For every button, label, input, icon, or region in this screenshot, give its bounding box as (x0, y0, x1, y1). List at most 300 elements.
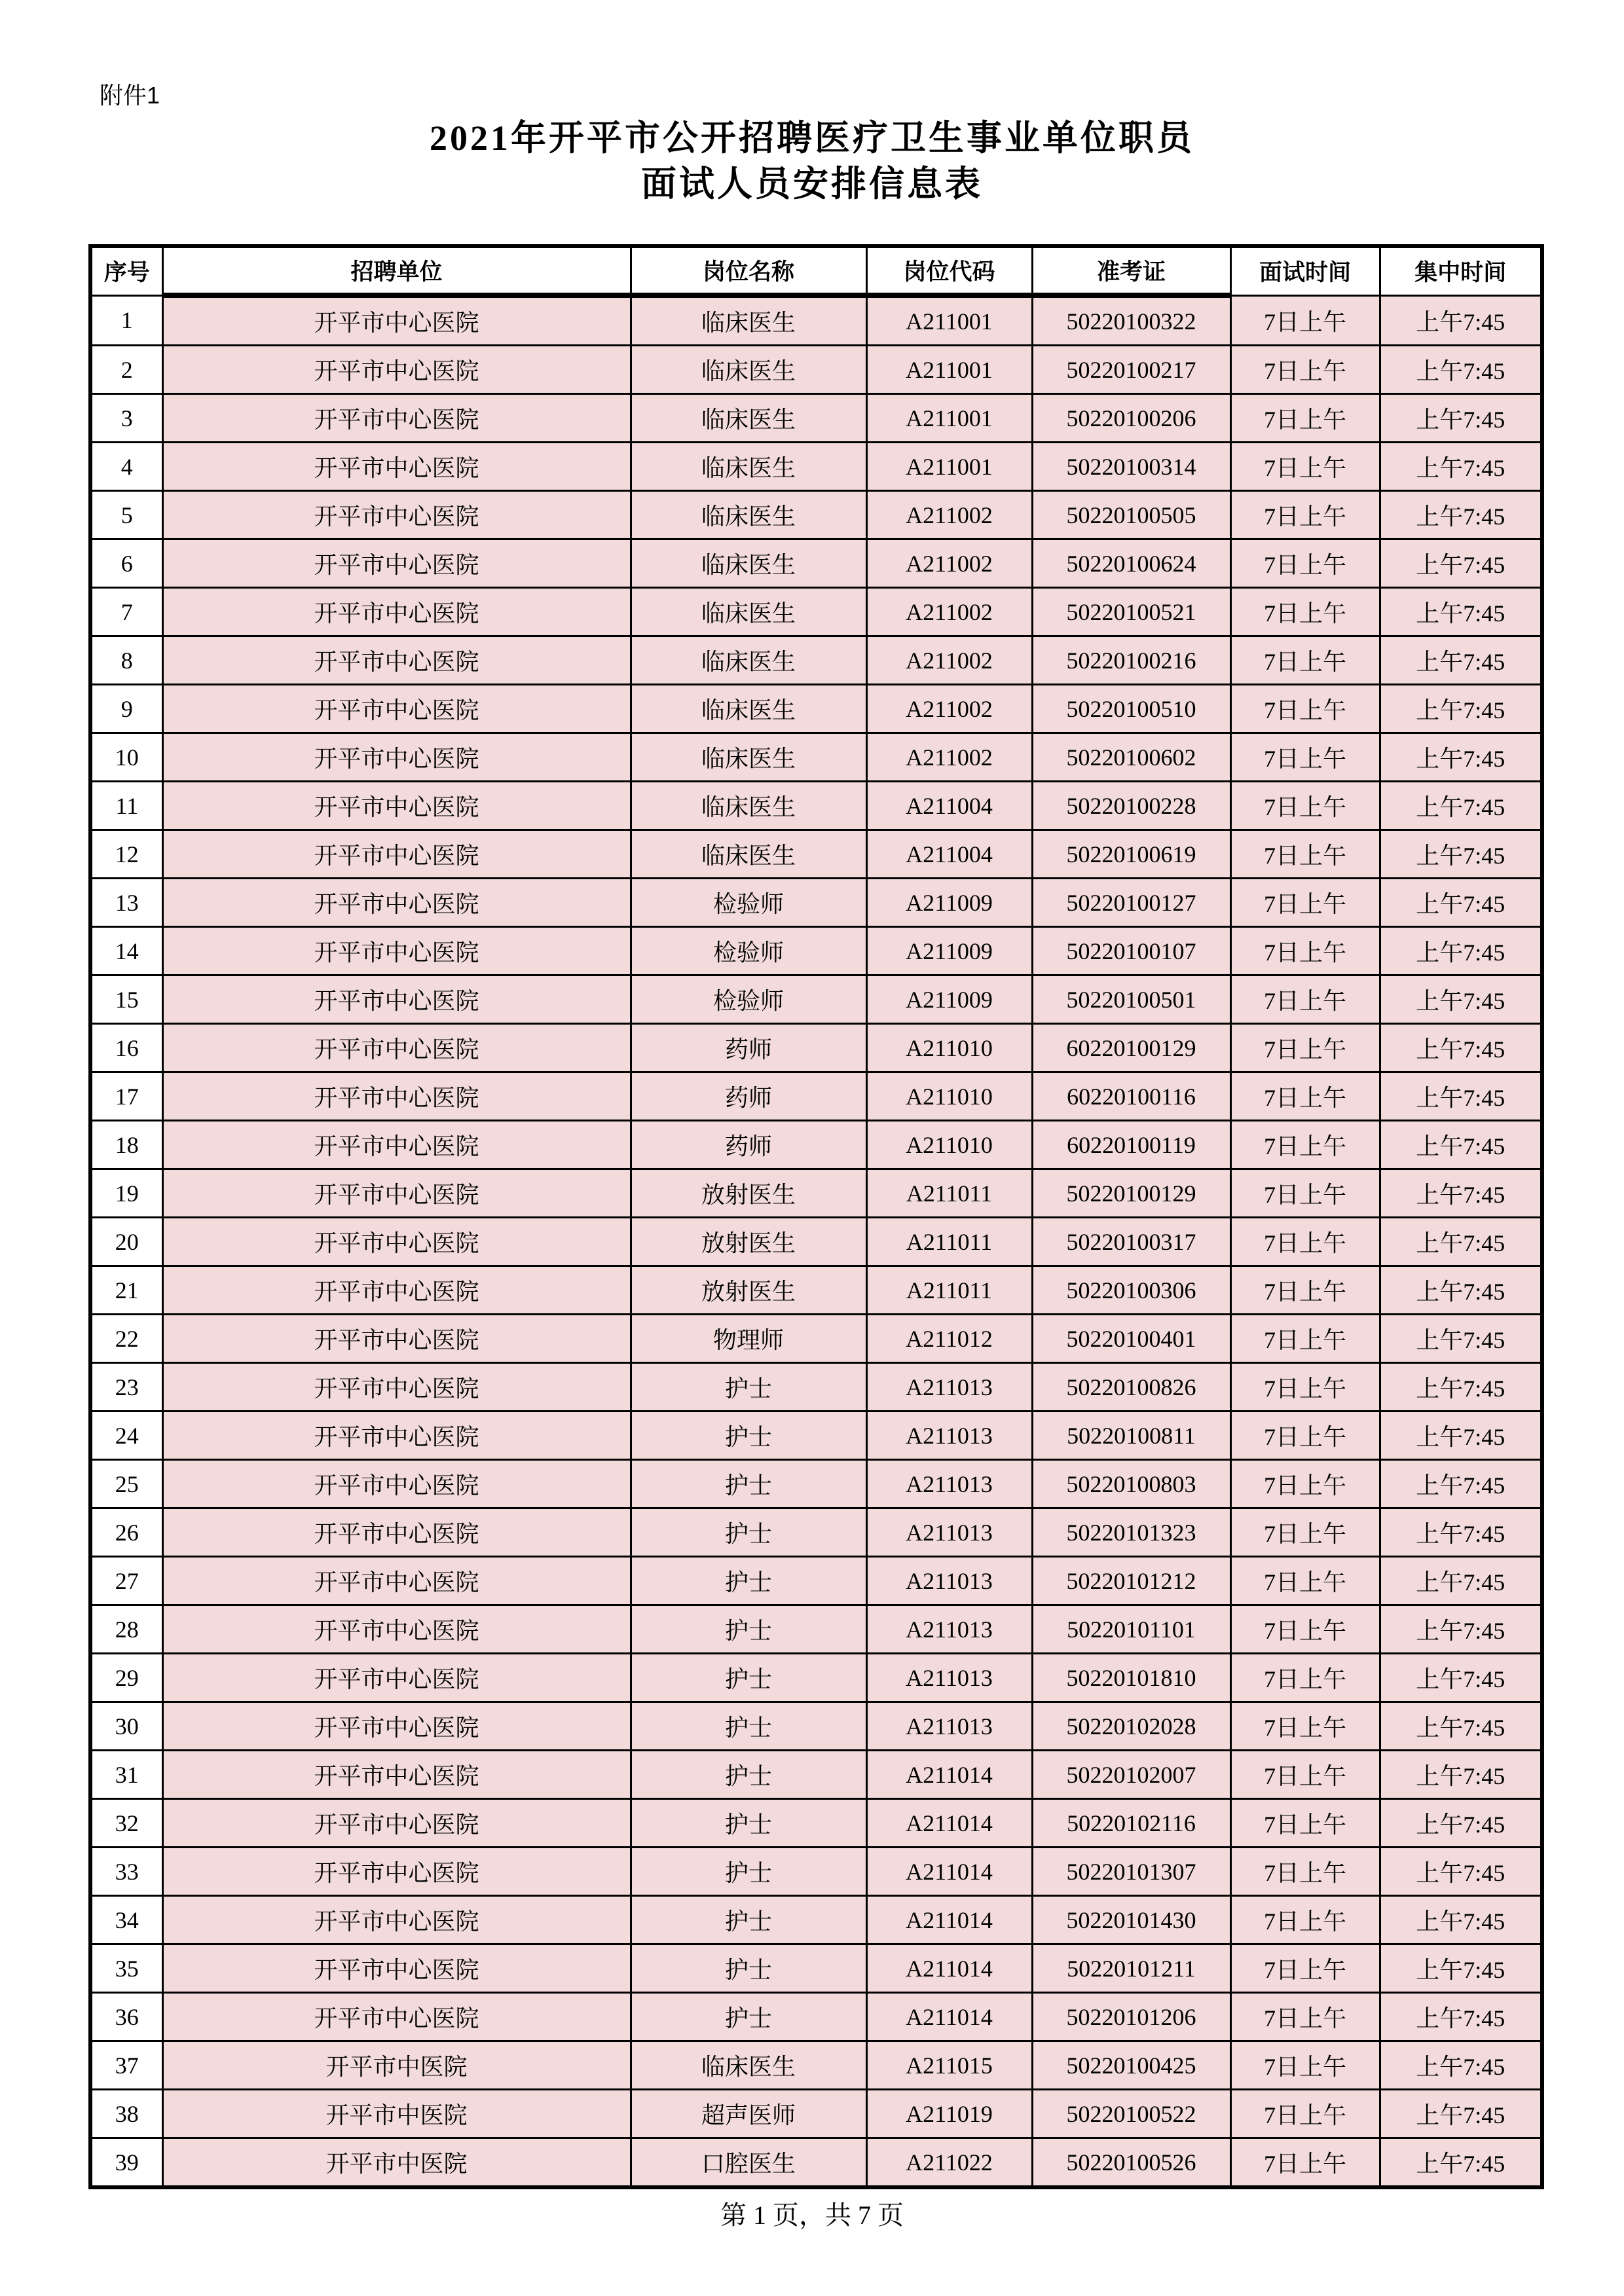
table-row (90, 1169, 1542, 1218)
column-header-2: 招聘单位 (162, 246, 631, 295)
column-header-3: 岗位名称 (631, 246, 866, 295)
table-cell: 19 (90, 1169, 162, 1218)
column-header-1: 序号 (90, 246, 162, 295)
table-cell: 上午7:45 (1380, 1412, 1542, 1460)
table-cell: 50220100206 (1032, 394, 1230, 443)
table-cell: 60220100119 (1032, 1121, 1230, 1169)
table-row (90, 1072, 1542, 1121)
table-cell: 15 (90, 975, 162, 1024)
table-cell: A211002 (866, 588, 1032, 636)
table-cell: 上午7:45 (1380, 1848, 1542, 1896)
table-cell: 开平市中心医院 (162, 1848, 631, 1896)
table-cell: 检验师 (631, 879, 866, 927)
table-cell: 护士 (631, 1993, 866, 2041)
table-cell: 2 (90, 346, 162, 394)
table-cell: 开平市中医院 (162, 2041, 631, 2090)
table-cell: 50220100602 (1032, 733, 1230, 782)
table-row (90, 2090, 1542, 2138)
table-row (90, 346, 1542, 394)
table-row (90, 1557, 1542, 1605)
table-cell: 开平市中心医院 (162, 685, 631, 733)
table-cell: 上午7:45 (1380, 782, 1542, 830)
table-row (90, 1315, 1542, 1363)
table-cell: 7日上午 (1230, 394, 1380, 443)
table-cell: A211013 (866, 1412, 1032, 1460)
table-cell: 开平市中心医院 (162, 588, 631, 636)
table-cell: 开平市中心医院 (162, 1993, 631, 2041)
table-header-row (90, 246, 1542, 295)
table-cell: 护士 (631, 1944, 866, 1993)
table-cell: 药师 (631, 1121, 866, 1169)
table-cell: 上午7:45 (1380, 295, 1542, 346)
interview-schedule-table (88, 244, 1544, 2189)
column-header-6: 面试时间 (1230, 246, 1380, 295)
table-cell: 开平市中心医院 (162, 1508, 631, 1557)
table-row (90, 1508, 1542, 1557)
table-cell: 50220100129 (1032, 1169, 1230, 1218)
table-body (90, 295, 1542, 2187)
table-cell: A211015 (866, 2041, 1032, 2090)
table-cell: 开平市中心医院 (162, 927, 631, 975)
table-cell: 上午7:45 (1380, 1024, 1542, 1072)
table-cell: 临床医生 (631, 346, 866, 394)
table-cell: 开平市中心医院 (162, 1412, 631, 1460)
table-cell: 50220100826 (1032, 1363, 1230, 1412)
table-row (90, 1605, 1542, 1654)
page-title-line2: 面试人员安排信息表 (641, 164, 983, 204)
table-cell: 50220100127 (1032, 879, 1230, 927)
table-cell: A211013 (866, 1605, 1032, 1654)
table-cell: 50220100314 (1032, 443, 1230, 491)
table-cell: 50220100510 (1032, 685, 1230, 733)
table-cell: 7日上午 (1230, 1363, 1380, 1412)
table-cell: 护士 (631, 1702, 866, 1751)
table-cell: 50220100521 (1032, 588, 1230, 636)
table-cell: 开平市中心医院 (162, 1169, 631, 1218)
table-row (90, 1702, 1542, 1751)
table-cell: 7日上午 (1230, 1605, 1380, 1654)
table-row (90, 1654, 1542, 1702)
table-cell: 60220100116 (1032, 1072, 1230, 1121)
table-cell: A211009 (866, 927, 1032, 975)
table-cell: 上午7:45 (1380, 1266, 1542, 1315)
table-cell: 50220101307 (1032, 1848, 1230, 1896)
table-row (90, 443, 1542, 491)
table-cell: 上午7:45 (1380, 1072, 1542, 1121)
table-cell: 口腔医生 (631, 2138, 866, 2188)
table-cell: 3 (90, 394, 162, 443)
table-cell: 26 (90, 1508, 162, 1557)
table-cell: 7日上午 (1230, 1072, 1380, 1121)
table-cell: 上午7:45 (1380, 1315, 1542, 1363)
table-cell: 开平市中心医院 (162, 1896, 631, 1944)
table-cell: 11 (90, 782, 162, 830)
table-cell: 检验师 (631, 927, 866, 975)
table-cell: A211014 (866, 1993, 1032, 2041)
table-cell: A211011 (866, 1266, 1032, 1315)
table-cell: 7日上午 (1230, 1654, 1380, 1702)
table-cell: 7日上午 (1230, 1896, 1380, 1944)
table-cell: 50220100107 (1032, 927, 1230, 975)
column-header-4: 岗位代码 (866, 246, 1032, 295)
table-cell: 20 (90, 1218, 162, 1266)
table-cell: A211002 (866, 636, 1032, 685)
table-cell: 上午7:45 (1380, 1993, 1542, 2041)
table-cell: 7日上午 (1230, 2090, 1380, 2138)
table-cell: 8 (90, 636, 162, 685)
table-cell: 临床医生 (631, 636, 866, 685)
table-cell: 开平市中心医院 (162, 830, 631, 879)
table-cell: 7日上午 (1230, 2041, 1380, 2090)
table-cell: A211014 (866, 1944, 1032, 1993)
table-cell: 药师 (631, 1024, 866, 1072)
table-cell: 上午7:45 (1380, 346, 1542, 394)
table-cell: 27 (90, 1557, 162, 1605)
table-cell: 50220100811 (1032, 1412, 1230, 1460)
table-cell: 上午7:45 (1380, 1605, 1542, 1654)
table-cell: 上午7:45 (1380, 685, 1542, 733)
table-cell: A211001 (866, 443, 1032, 491)
table-cell: 开平市中心医院 (162, 1944, 631, 1993)
table-cell: 上午7:45 (1380, 1654, 1542, 1702)
table-cell: 开平市中心医院 (162, 1121, 631, 1169)
table-cell: 临床医生 (631, 733, 866, 782)
table-cell: 上午7:45 (1380, 1751, 1542, 1799)
column-header-5: 准考证 (1032, 246, 1230, 295)
table-cell: 护士 (631, 1896, 866, 1944)
table-row (90, 1848, 1542, 1896)
table-cell: 7日上午 (1230, 346, 1380, 394)
table-cell: 9 (90, 685, 162, 733)
table-cell: 药师 (631, 1072, 866, 1121)
table-cell: 50220100505 (1032, 491, 1230, 539)
table-cell: 上午7:45 (1380, 636, 1542, 685)
table-cell: 6 (90, 539, 162, 588)
table-cell: 7日上午 (1230, 1848, 1380, 1896)
table-cell: 上午7:45 (1380, 879, 1542, 927)
table-cell: 36 (90, 1993, 162, 2041)
table-cell: 7日上午 (1230, 491, 1380, 539)
table-cell: 临床医生 (631, 782, 866, 830)
table-row (90, 1266, 1542, 1315)
table-cell: 7日上午 (1230, 1315, 1380, 1363)
table-cell: 1 (90, 295, 162, 346)
table-cell: 50220101430 (1032, 1896, 1230, 1944)
table-cell: 上午7:45 (1380, 539, 1542, 588)
table-cell: 7日上午 (1230, 1508, 1380, 1557)
table-cell: 5 (90, 491, 162, 539)
table-cell: A211004 (866, 782, 1032, 830)
table-cell: A211013 (866, 1557, 1032, 1605)
table-cell: 39 (90, 2138, 162, 2188)
table-cell: 上午7:45 (1380, 491, 1542, 539)
table-cell: 7日上午 (1230, 443, 1380, 491)
table-cell: 7日上午 (1230, 1169, 1380, 1218)
table-cell: 50220101206 (1032, 1993, 1230, 2041)
table-cell: 护士 (631, 1799, 866, 1848)
table-cell: 临床医生 (631, 539, 866, 588)
table-cell: A211009 (866, 879, 1032, 927)
table-cell: 7日上午 (1230, 1460, 1380, 1508)
table-cell: 7日上午 (1230, 1751, 1380, 1799)
table-cell: 7日上午 (1230, 295, 1380, 346)
table-row (90, 1363, 1542, 1412)
table-cell: 50220100803 (1032, 1460, 1230, 1508)
table-cell: 23 (90, 1363, 162, 1412)
page-title-line1: 2021年开平市公开招聘医疗卫生事业单位职员 (430, 118, 1194, 158)
table-cell: 护士 (631, 1508, 866, 1557)
table-cell: A211013 (866, 1654, 1032, 1702)
table-row (90, 1799, 1542, 1848)
table-cell: 7日上午 (1230, 636, 1380, 685)
table-cell: 7日上午 (1230, 879, 1380, 927)
table-cell: 上午7:45 (1380, 927, 1542, 975)
table-cell: 开平市中心医院 (162, 1654, 631, 1702)
table-row (90, 782, 1542, 830)
table-cell: A211010 (866, 1072, 1032, 1121)
table-cell: 临床医生 (631, 2041, 866, 2090)
table-cell: 37 (90, 2041, 162, 2090)
table-cell: A211011 (866, 1218, 1032, 1266)
table-cell: 上午7:45 (1380, 830, 1542, 879)
table-row (90, 1218, 1542, 1266)
table-cell: A211013 (866, 1508, 1032, 1557)
table-cell: A211009 (866, 975, 1032, 1024)
table-cell: 开平市中心医院 (162, 782, 631, 830)
table-cell: A211011 (866, 1169, 1032, 1218)
table-cell: 上午7:45 (1380, 1460, 1542, 1508)
table-cell: 开平市中心医院 (162, 1799, 631, 1848)
table-cell: 12 (90, 830, 162, 879)
table-cell: 开平市中心医院 (162, 1751, 631, 1799)
page-title (0, 115, 1624, 207)
table-cell: 临床医生 (631, 685, 866, 733)
table-row (90, 1896, 1542, 1944)
table-cell: 临床医生 (631, 491, 866, 539)
table-cell: 50220101810 (1032, 1654, 1230, 1702)
table-cell: 上午7:45 (1380, 1799, 1542, 1848)
table-cell: 上午7:45 (1380, 1702, 1542, 1751)
table-cell: 4 (90, 443, 162, 491)
table-cell: 开平市中心医院 (162, 1460, 631, 1508)
table-cell: 护士 (631, 1605, 866, 1654)
table-cell: A211014 (866, 1848, 1032, 1896)
table-cell: 上午7:45 (1380, 1363, 1542, 1412)
table-cell: 检验师 (631, 975, 866, 1024)
table-cell: 上午7:45 (1380, 733, 1542, 782)
table-row (90, 879, 1542, 927)
table-cell: 7日上午 (1230, 1702, 1380, 1751)
table-row (90, 830, 1542, 879)
table-cell: 50220100425 (1032, 2041, 1230, 2090)
table-cell: 上午7:45 (1380, 1557, 1542, 1605)
table-row (90, 1751, 1542, 1799)
table-cell: A211010 (866, 1024, 1032, 1072)
table-cell: 放射医生 (631, 1169, 866, 1218)
table-row (90, 733, 1542, 782)
table-cell: 护士 (631, 1460, 866, 1508)
table-cell: 34 (90, 1896, 162, 1944)
table-cell: 放射医生 (631, 1218, 866, 1266)
table-cell: A211014 (866, 1751, 1032, 1799)
table-row (90, 1944, 1542, 1993)
table-cell: 18 (90, 1121, 162, 1169)
table-cell: 放射医生 (631, 1266, 866, 1315)
table-cell: 开平市中心医院 (162, 1363, 631, 1412)
table-cell: A211014 (866, 1896, 1032, 1944)
table-cell: 上午7:45 (1380, 1896, 1542, 1944)
table-cell: 护士 (631, 1363, 866, 1412)
table-cell: 开平市中心医院 (162, 975, 631, 1024)
table-cell: 开平市中心医院 (162, 1557, 631, 1605)
table-cell: 开平市中心医院 (162, 1315, 631, 1363)
table-cell: 50220100619 (1032, 830, 1230, 879)
table-cell: 50220100217 (1032, 346, 1230, 394)
table-cell: 7日上午 (1230, 1412, 1380, 1460)
table-cell: 7 (90, 588, 162, 636)
table-cell: 22 (90, 1315, 162, 1363)
table-cell: 开平市中心医院 (162, 295, 631, 346)
table-cell: 7日上午 (1230, 2138, 1380, 2188)
table-cell: 开平市中心医院 (162, 733, 631, 782)
table-cell: 50220102116 (1032, 1799, 1230, 1848)
table-cell: 50220100501 (1032, 975, 1230, 1024)
table-row (90, 1121, 1542, 1169)
table-cell: 开平市中心医院 (162, 491, 631, 539)
table-cell: A211002 (866, 539, 1032, 588)
table-cell: 上午7:45 (1380, 2138, 1542, 2188)
table-row (90, 927, 1542, 975)
table-cell: 护士 (631, 1848, 866, 1896)
table-cell: 开平市中心医院 (162, 1072, 631, 1121)
table-cell: 38 (90, 2090, 162, 2138)
table-cell: 7日上午 (1230, 975, 1380, 1024)
table-row (90, 636, 1542, 685)
table-cell: 上午7:45 (1380, 2090, 1542, 2138)
table-cell: 7日上午 (1230, 539, 1380, 588)
table-row (90, 295, 1542, 346)
table-cell: 开平市中心医院 (162, 539, 631, 588)
table-cell: 临床医生 (631, 443, 866, 491)
table-cell: 50220101323 (1032, 1508, 1230, 1557)
table-cell: 13 (90, 879, 162, 927)
table-row (90, 394, 1542, 443)
table-cell: 7日上午 (1230, 685, 1380, 733)
table-cell: 29 (90, 1654, 162, 1702)
table-cell: A211004 (866, 830, 1032, 879)
table-row (90, 685, 1542, 733)
table-cell: 50220100216 (1032, 636, 1230, 685)
table-cell: 7日上午 (1230, 1218, 1380, 1266)
table-row (90, 975, 1542, 1024)
table-cell: 7日上午 (1230, 1993, 1380, 2041)
table-cell: 50220102007 (1032, 1751, 1230, 1799)
table-row (90, 2138, 1542, 2188)
table-cell: 开平市中心医院 (162, 1702, 631, 1751)
table-cell: 28 (90, 1605, 162, 1654)
table-cell: 21 (90, 1266, 162, 1315)
table-cell: 护士 (631, 1557, 866, 1605)
table-cell: 30 (90, 1702, 162, 1751)
table-row (90, 539, 1542, 588)
table-cell: A211013 (866, 1363, 1032, 1412)
table-cell: 开平市中心医院 (162, 346, 631, 394)
table-cell: A211002 (866, 733, 1032, 782)
table-cell: 7日上午 (1230, 1266, 1380, 1315)
table-cell: A211001 (866, 346, 1032, 394)
table-cell: A211010 (866, 1121, 1032, 1169)
table-cell: 14 (90, 927, 162, 975)
table-cell: 33 (90, 1848, 162, 1896)
table-cell: 60220100129 (1032, 1024, 1230, 1072)
table-cell: 上午7:45 (1380, 443, 1542, 491)
table-cell: 超声医师 (631, 2090, 866, 2138)
table-cell: 50220100228 (1032, 782, 1230, 830)
table-cell: 上午7:45 (1380, 2041, 1542, 2090)
table-cell: 开平市中心医院 (162, 1266, 631, 1315)
table-cell: 开平市中心医院 (162, 394, 631, 443)
table-row (90, 2041, 1542, 2090)
table-cell: 开平市中心医院 (162, 636, 631, 685)
table-cell: 护士 (631, 1412, 866, 1460)
table-cell: 开平市中心医院 (162, 443, 631, 491)
table-cell: 7日上午 (1230, 1024, 1380, 1072)
table-cell: 32 (90, 1799, 162, 1848)
table-cell: 7日上午 (1230, 733, 1380, 782)
table-cell: 开平市中心医院 (162, 1218, 631, 1266)
column-header-7: 集中时间 (1380, 246, 1542, 295)
table-cell: A211002 (866, 491, 1032, 539)
table-cell: A211013 (866, 1460, 1032, 1508)
table-cell: 开平市中医院 (162, 2138, 631, 2188)
table-cell: 上午7:45 (1380, 1944, 1542, 1993)
table-cell: 24 (90, 1412, 162, 1460)
table-cell: 7日上午 (1230, 1944, 1380, 1993)
table-cell: A211012 (866, 1315, 1032, 1363)
table-cell: 7日上午 (1230, 830, 1380, 879)
table-cell: 上午7:45 (1380, 588, 1542, 636)
table-cell: 10 (90, 733, 162, 782)
table-cell: 7日上午 (1230, 782, 1380, 830)
table-cell: 物理师 (631, 1315, 866, 1363)
table-cell: 临床医生 (631, 588, 866, 636)
table-row (90, 1993, 1542, 2041)
table-row (90, 1024, 1542, 1072)
table-cell: 50220100322 (1032, 295, 1230, 346)
table-cell: 16 (90, 1024, 162, 1072)
table-cell: 护士 (631, 1751, 866, 1799)
table-cell: 50220101212 (1032, 1557, 1230, 1605)
table-cell: 临床医生 (631, 295, 866, 346)
table-cell: 50220100401 (1032, 1315, 1230, 1363)
table-cell: A211001 (866, 394, 1032, 443)
table-cell: 50220101101 (1032, 1605, 1230, 1654)
table-cell: 7日上午 (1230, 1557, 1380, 1605)
table-cell: A211002 (866, 685, 1032, 733)
table-cell: 7日上午 (1230, 927, 1380, 975)
table-cell: 25 (90, 1460, 162, 1508)
table-cell: A211022 (866, 2138, 1032, 2188)
table-cell: 开平市中心医院 (162, 1605, 631, 1654)
table-cell: 护士 (631, 1654, 866, 1702)
page-number-footer: 第 1 页，共 7 页 (720, 2200, 904, 2230)
table-cell: 临床医生 (631, 830, 866, 879)
table-cell: 开平市中医院 (162, 2090, 631, 2138)
table-cell: 50220102028 (1032, 1702, 1230, 1751)
table-cell: 开平市中心医院 (162, 879, 631, 927)
table-cell: 临床医生 (631, 394, 866, 443)
table-cell: 上午7:45 (1380, 1508, 1542, 1557)
